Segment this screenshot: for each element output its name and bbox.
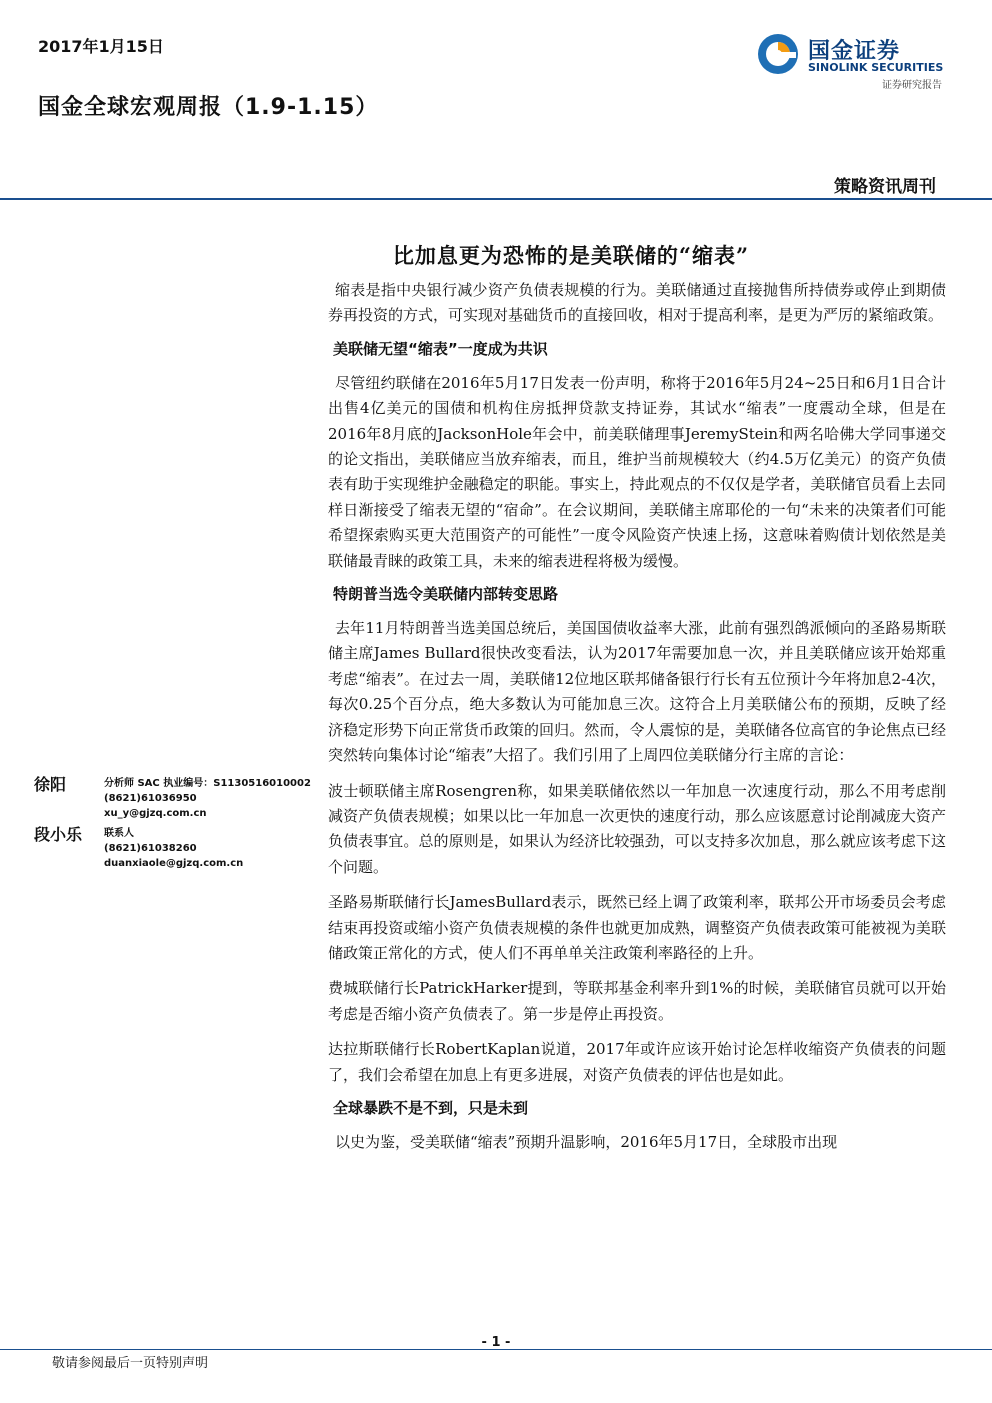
paragraph: 达拉斯联储行长RobertKaplan说道，2017年或许应该开始讨论怎样收缩资产负债表的问题了，我们会希望在加息上有更多进展，对资产负债表的评估也是如此。: [328, 1040, 946, 1084]
paragraph: 费城联储行长PatrickHarker提到，等联邦基金利率升到1%的时候，美联储官员就可以开始考虑是否缩小资产负债表了。第一步是停止再投资。: [328, 979, 946, 1023]
author-name: 徐阳: [34, 775, 67, 794]
section-heading: 全球暴跌不是不到，只是未到: [333, 1098, 529, 1117]
report-date: 2017年1月15日: [38, 37, 164, 56]
author-role: 联系人: [104, 828, 134, 839]
paragraph: 波士顿联储主席Rosengren称，如果美联储依然以一年加息一次速度行动，那么不用考虑削减资产负债表规模；如果以比一年加息一次更快的速度行动，那么应该愿意讨论削减庞大资产负债表事宜。总的原则是，如果认为经济比较强劲，可以支持多次加息，那么就应该考虑下这个问题。: [328, 781, 946, 876]
author-list: [34, 772, 324, 872]
logo-name-en: SINOLINK SECURITIES: [808, 61, 944, 74]
author-phone: (8621)61036950: [104, 793, 197, 804]
header-divider: [0, 198, 992, 200]
paragraph: 以史为鉴，受美联储“缩表”预期升温影响，2016年5月17日，全球股市出现: [335, 1132, 838, 1151]
author-email[interactable]: xu_y@gjzq.com.cn: [104, 808, 207, 819]
author-phone: (8621)61038260: [104, 843, 197, 854]
sinolink-logo-icon: [756, 32, 800, 76]
article-title: 比加息更为恐怖的是美联储的“缩表”: [392, 243, 750, 268]
article-body: [328, 278, 946, 1165]
section-heading: 美联储无望“缩表”一度成为共识: [333, 339, 548, 358]
logo-subtitle: 证券研究报告: [882, 80, 942, 91]
report-title: 国金全球宏观周报（1.9-1.15）: [38, 95, 379, 120]
author-role: 分析师 SAC 执业编号：S1130516010002: [104, 778, 311, 789]
author-contact: [104, 776, 311, 821]
paragraph: 圣路易斯联储行长JamesBullard表示，既然已经上调了政策利率，联邦公开市场委员会考虑结束再投资或缩小资产负债表规模的条件也就更加成熟，调整资产负债表政策可能被视为美联储政策正常化的方式，使人们不再单单关注政策利率路径的上升。: [328, 893, 946, 962]
footer-disclaimer: 敬请参阅最后一页特别声明: [52, 1356, 209, 1371]
page-number: - 1 -: [481, 1335, 511, 1350]
section-heading: 特朗普当选令美联储内部转变思路: [333, 585, 559, 604]
author-block: [34, 822, 324, 872]
paragraph: 尽管纽约联储在2016年5月17日发表一份声明，称将于2016年5月24~25日和6月1日合计出售4亿美元的国债和机构住房抵押贷款支持证券，其试水“缩表”一度震动全球，但是在2016年8月底的JacksonHole年会中，前美联储理事JeremyStein和两名哈佛大学同事递交的论文指出，美联储应当放弃缩表，而且，维护当前规模较大（约4.5万亿美元）的资产负债表有助于实现维护金融稳定的职能。事实上，持此观点的不仅仅是学者，美联储官员看上去同样日渐接受了缩表无望的“宿命”。在会议期间，美联储主席耶伦的一句“未来的决策者们可能希望探索购买更大范围资产的可能性”一度令风险资产快速上扬，这意味着购债计划依然是美联储最青睐的政策工具，未来的缩表进程将极为缓慢。: [328, 373, 946, 570]
logo-name-cn: 国金证券: [808, 39, 901, 64]
company-logo: [756, 30, 946, 92]
author-email[interactable]: duanxiaole@gjzq.com.cn: [104, 858, 244, 869]
footer-divider: [0, 1349, 992, 1350]
author-block: [34, 772, 324, 822]
series-label: 策略资讯周刊: [834, 177, 936, 197]
author-name: 段小乐: [34, 825, 83, 844]
intro-paragraph: 缩表是指中央银行减少资产负债表规模的行为。美联储通过直接抛售所持债券或停止到期债券再投资的方式，可实现对基础货币的直接回收，相对于提高利率，是更为严厉的紧缩政策。: [328, 281, 946, 325]
paragraph: 去年11月特朗普当选美国总统后，美国国债收益率大涨，此前有强烈鸽派倾向的圣路易斯联储主席James Bullard很快改变看法，认为2017年需要加息一次，并且美联储应该开始郑重考虑“缩表”。在过去一周，美联储12位地区联邦储备银行行长有五位预计今年将加息2-4次，每次0.25个百分点，绝大多数认为可能加息三次。这符合上月美联储公布的预期，反映了经济稳定形势下向正常货币政策的回归。然而，令人震惊的是，美联储各位高官的争论焦点已经突然转向集体讨论“缩表”大招了。我们引用了上周四位美联储分行主席的言论：: [328, 619, 946, 765]
author-contact: [104, 826, 243, 871]
